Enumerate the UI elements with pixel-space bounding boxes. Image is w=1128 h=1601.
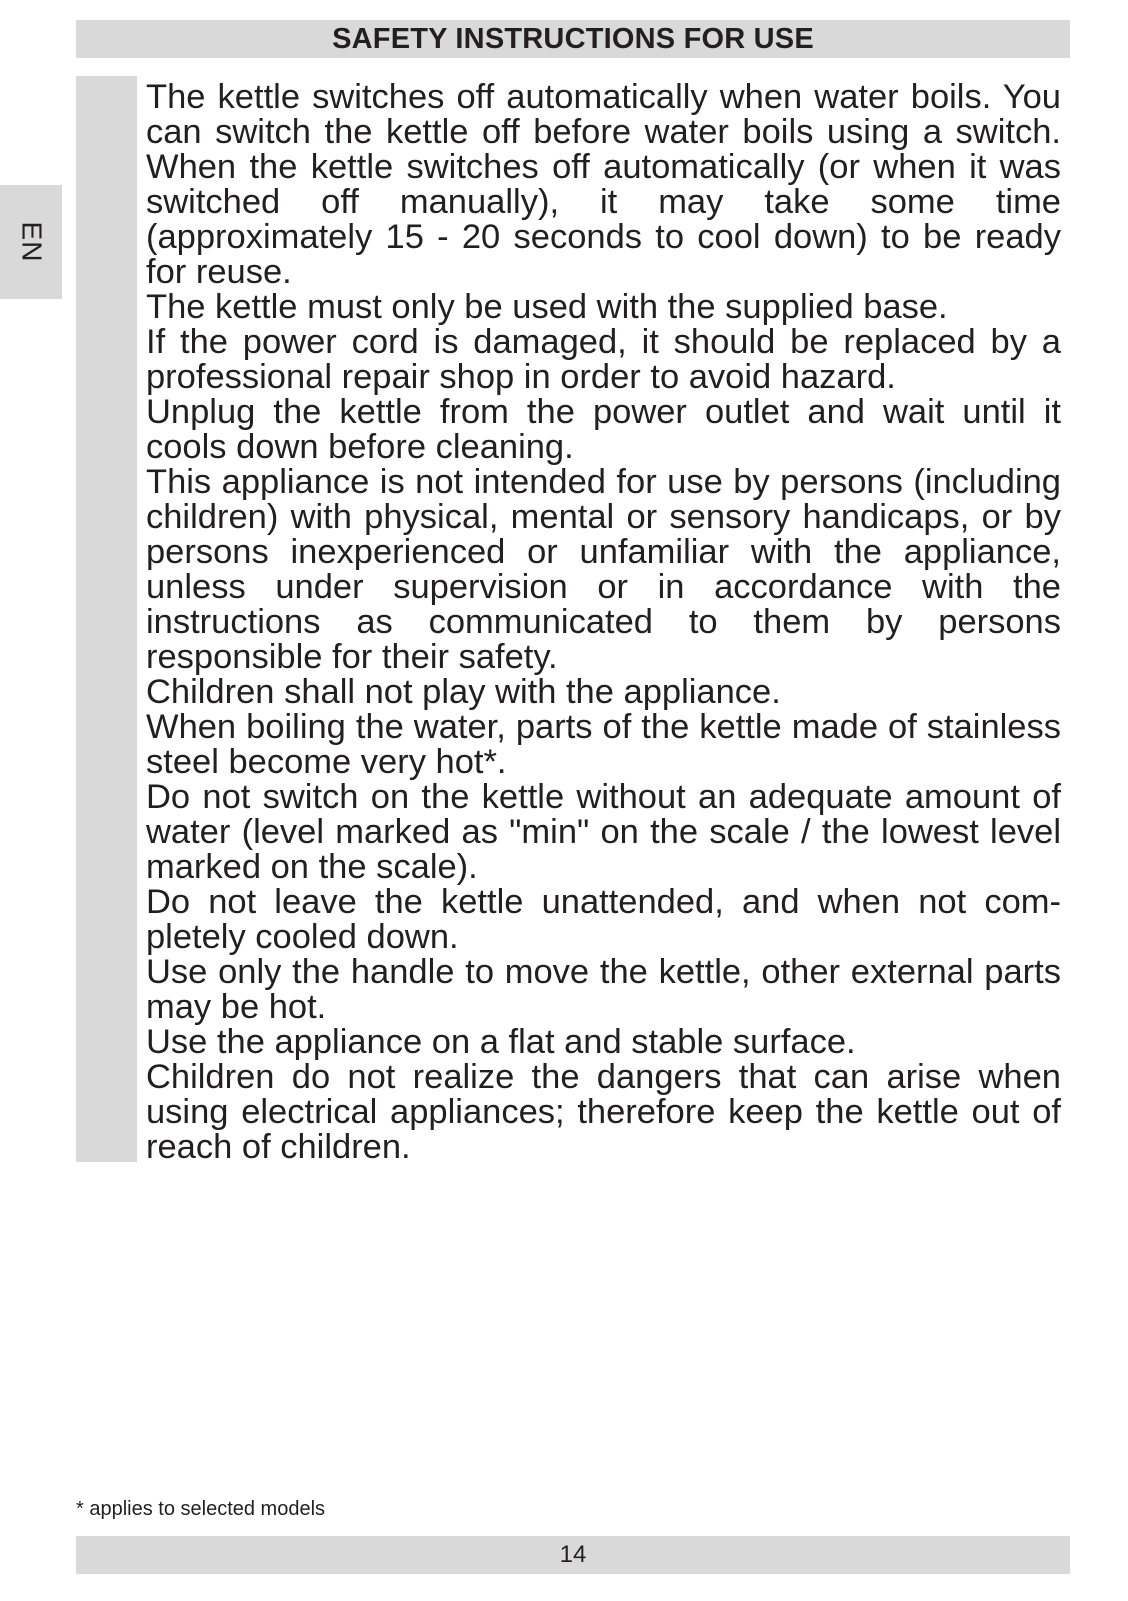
instruction-paragraph: If the power cord is damaged, it should be replaced by a professional repair shop in order to avoid hazard. — [146, 323, 1061, 396]
instruction-paragraph: Do not leave the kettle unattended, and when not completely cooled down. — [146, 883, 1061, 956]
instruction-paragraph: Children shall not play with the appliance. — [146, 673, 781, 711]
footnote: * applies to selected models — [76, 1498, 326, 1520]
instruction-paragraph: Children do not realize the dangers that can arise when using electrical appliances; therefore keep the kettle out of reach of children. — [146, 1058, 1061, 1166]
instruction-paragraph: Do not switch on the kettle without an adequate amount of water (level marked as "min" on the scale / the lowest level marked on the scale). — [146, 778, 1061, 886]
instruction-paragraph: Unplug the kettle from the power outlet and wait until it cools down before cleaning. — [146, 393, 1061, 466]
instruction-paragraph: Use the appliance on a flat and stable surface. — [146, 1023, 856, 1061]
footer-bar — [76, 1536, 1070, 1574]
instruction-paragraph: This appliance is not intended for use by persons (including children) with physical, mental or sensory handicaps, or by persons inexperienced or unfamiliar with the appliance, unless under supervision or in accordance with the instructions as communicated to them by persons responsible for their safety. — [146, 463, 1061, 676]
header-bar — [76, 20, 1070, 58]
page-title: SAFETY INSTRUCTIONS FOR USE — [332, 22, 814, 55]
language-tab — [0, 185, 62, 299]
page-number: 14 — [559, 1541, 587, 1568]
instruction-paragraph: Use only the handle to move the kettle, other external parts may be hot. — [146, 953, 1061, 1026]
instructions-body — [146, 80, 1061, 1165]
language-label: EN — [16, 221, 47, 263]
instruction-paragraph: The kettle switches off automatically when water boils. You can switch the kettle off before water boils using a switch. When the kettle switches off automatically (or when it was switched off manually), it may take some time (approximately 15 - 20 seconds to cool down) to be ready for reuse. — [146, 78, 1061, 291]
instruction-paragraph: When boiling the water, parts of the kettle made of stainless steel become very hot*. — [146, 708, 1061, 781]
side-rule — [76, 76, 137, 1162]
instruction-paragraph: The kettle must only be used with the supplied base. — [146, 288, 948, 326]
